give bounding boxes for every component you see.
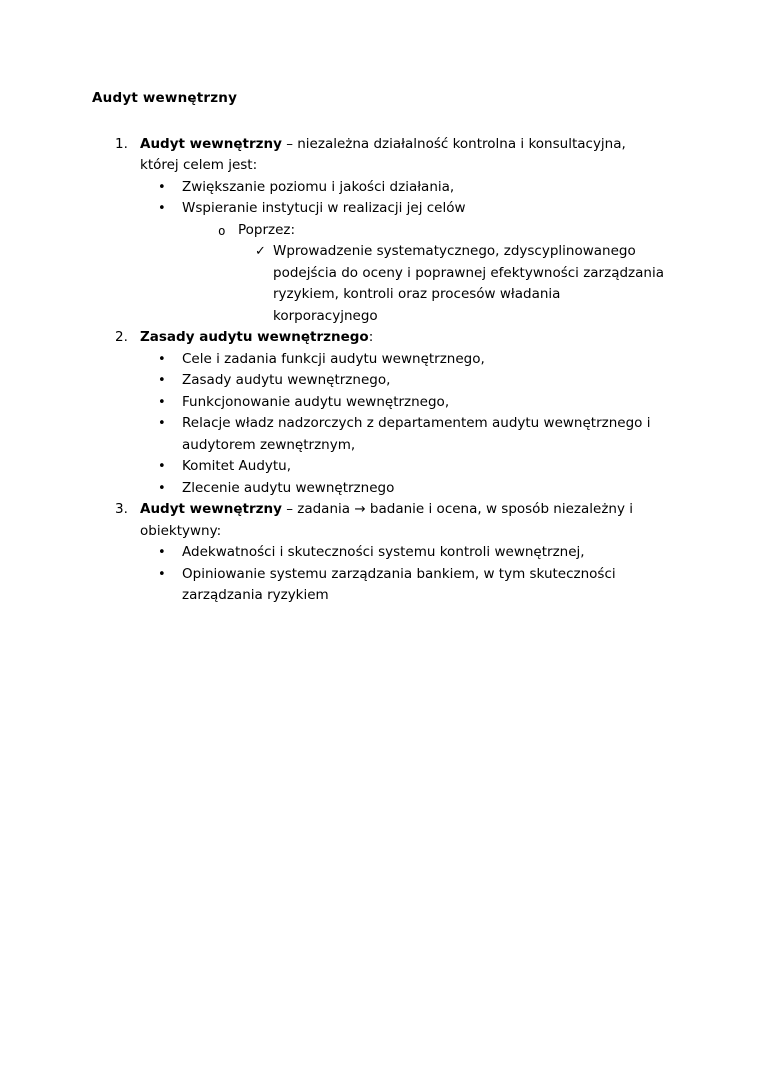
list-item-1-title: Audyt wewnętrzny (140, 135, 282, 152)
bullet-text: Zwiększanie poziomu i jakości działania, (182, 178, 455, 195)
bullet-icon: • (158, 416, 166, 431)
list-item-2 (92, 327, 667, 349)
bullet-item (92, 370, 667, 392)
bullet-text: Relacje władz nadzorczych z departamentem audytu wewnętrznego i audytorem zewnętrznym, (182, 415, 651, 453)
bullet-text: Zasady audytu wewnętrznego, (182, 372, 391, 388)
bullet-icon: • (158, 459, 166, 474)
document-title: Audyt wewnętrzny (92, 90, 238, 106)
sub-bullet-item (92, 220, 667, 242)
bullet-icon: • (158, 566, 166, 582)
bullet-text: Adekwatności i skuteczności systemu kontroli wewnętrznej, (182, 544, 585, 560)
sub-bullet-text: Poprzez: (238, 221, 296, 238)
bullet-icon: • (158, 545, 166, 560)
bullet-icon: • (158, 394, 166, 410)
bullet-text: Opiniowanie systemu zarządzania bankiem, w tym skuteczności zarządzania ryzykiem (182, 565, 616, 603)
list-item-3-text (140, 499, 667, 542)
bullet-icon: • (158, 373, 166, 388)
list-item-3-rest: – zadania → badanie i ocena, w sposób niezależny i obiektywny: (140, 501, 634, 539)
list-item-2-text (140, 327, 667, 349)
list-item-2-title: Zasady audytu wewnętrznego (140, 329, 369, 345)
bullet-icon: • (158, 480, 166, 496)
check-bullet-text: Wprowadzenie systematycznego, zdyscyplinowanego podejścia do oceny i poprawnej efektywności zarządzania ryzykiem, kontroli oraz procesów władania korporacyjnego (273, 243, 664, 324)
bullet-item (92, 392, 667, 414)
bullet-text: Cele i zadania funkcji audytu wewnętrznego, (182, 350, 485, 367)
list-item-2-rest: : (368, 329, 374, 345)
list-item-1-rest: – niezależna działalność kontrolna i konsultacyjna, której celem jest: (140, 135, 626, 173)
bullet-item (92, 456, 667, 478)
bullet-item (92, 198, 667, 220)
checkmark-icon: ✓ (255, 244, 266, 259)
bullet-text: Funkcjonowanie audytu wewnętrznego, (182, 393, 450, 410)
list-item-3 (92, 499, 667, 542)
list-item-3-title: Audyt wewnętrzny (140, 501, 282, 517)
bullet-icon: • (158, 201, 166, 216)
bullet-item (92, 478, 667, 500)
bullet-text: Wspieranie instytucji w realizacji jej celów (182, 200, 466, 216)
circle-bullet-icon: o (218, 222, 226, 238)
bullet-icon: • (158, 179, 166, 195)
list-number-1: 1. (115, 135, 128, 152)
list-number-2: 2. (115, 329, 128, 345)
bullet-text: Komitet Audytu, (182, 458, 292, 474)
bullet-icon: • (158, 351, 166, 367)
bullet-item (92, 413, 667, 456)
bullet-item (92, 542, 667, 564)
bullet-item (92, 349, 667, 371)
bullet-item (92, 564, 667, 607)
list-item-1-text (140, 134, 667, 177)
bullet-item (92, 177, 667, 199)
list-number-3: 3. (115, 501, 128, 517)
list-item-1 (92, 134, 667, 177)
check-bullet-item (92, 241, 667, 327)
bullet-text: Zlecenie audytu wewnętrznego (182, 479, 395, 496)
